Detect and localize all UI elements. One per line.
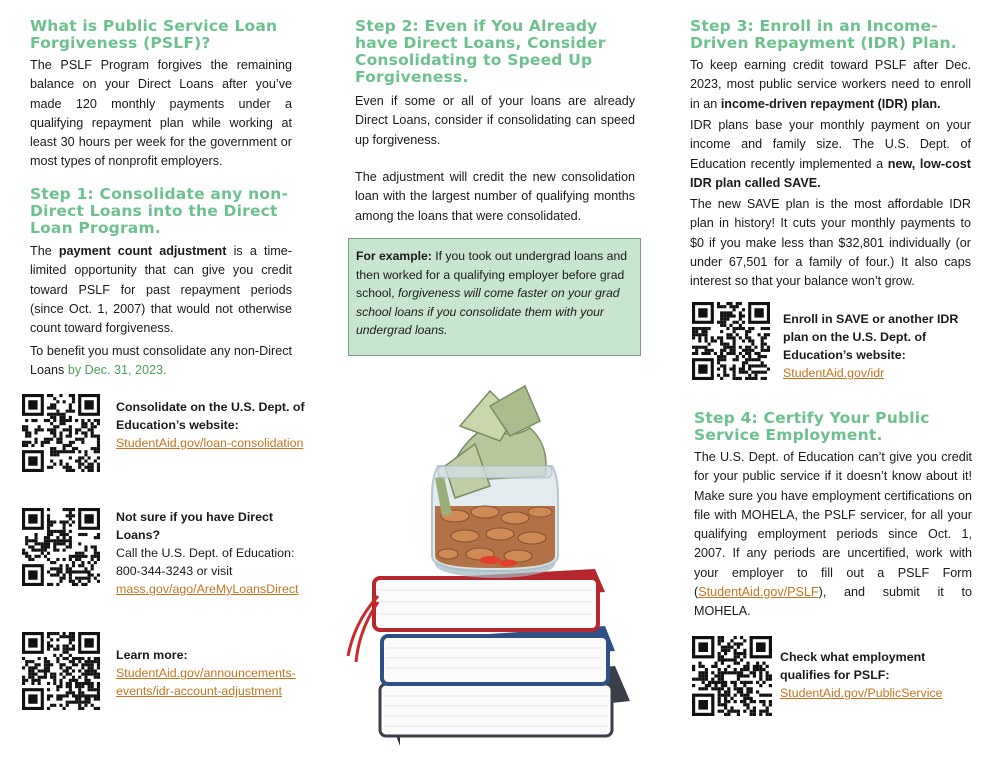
intro-text: The PSLF Program forgives the remaining balance on your Direct Loans after you’ve made 120 monthly payments under a qualifying repayment plan while working at least 30 hours per week for the government or most types of nonprofit employers. bbox=[30, 58, 292, 169]
qr-row-consolidate bbox=[22, 394, 312, 476]
qr-code-icon[interactable] bbox=[22, 632, 100, 710]
qr-code-icon[interactable] bbox=[692, 636, 772, 716]
step4-paragraph: The U.S. Dept. of Education can’t give you credit for your public service if it doesn’t know about it! Make sure you have employment certifications on file with MOHELA, the PSLF servicer, for all your qualifying employment periods since Oct. 1, 2007. If any periods are uncertified, work with your employer to fill out a PSLF Form (StudentAid.gov/PSLF), and submit it to MOHELA. bbox=[694, 450, 972, 619]
are-my-loans-direct-link[interactable]: mass.gov/ago/AreMyLoansDirect bbox=[116, 582, 299, 596]
step1-heading: Step 1: Consolidate any non-Direct Loans into the Direct Loan Program. bbox=[30, 185, 289, 237]
step3-heading: Step 3: Enroll in an Income-Driven Repayment (IDR) Plan. bbox=[690, 17, 957, 52]
qr-code-icon[interactable] bbox=[692, 302, 770, 380]
qr-row-enroll-idr bbox=[692, 302, 972, 384]
public-service-link[interactable]: StudentAid.gov/PublicService bbox=[780, 686, 943, 700]
qr-caption: Consolidate on the U.S. Dept. of Education’s website: bbox=[116, 400, 305, 432]
qr-code-icon[interactable] bbox=[22, 508, 100, 586]
qr-caption: Check what employment qualifies for PSLF: bbox=[780, 650, 926, 682]
step2-paragraph-1: Even if some or all of your loans are already Direct Loans, consider if consolidating can speed up forgiveness. bbox=[355, 94, 635, 147]
qr-row-learn-more bbox=[22, 632, 312, 714]
consolidation-link[interactable]: StudentAid.gov/loan-consolidation bbox=[116, 436, 304, 450]
money-jar-on-books-image bbox=[340, 366, 640, 756]
step2-paragraph-2: The adjustment will credit the new consolidation loan with the largest number of qualifying months among the loans that were consolidated. bbox=[355, 170, 635, 223]
step4-heading: Step 4: Certify Your Public Service Employment. bbox=[694, 409, 930, 444]
step1-paragraph-2: To benefit you must consolidate any non-Direct Loans by Dec. 31, 2023. bbox=[30, 344, 292, 378]
pslf-form-link[interactable]: StudentAid.gov/PSLF bbox=[698, 585, 819, 600]
qr-row-check-employment bbox=[692, 636, 972, 718]
example-box: For example: If you took out undergrad loans and then worked for a qualifying employer before grad school, forgiveness will come faster on your grad school loans if you consolidate them with your undergrad loans. bbox=[348, 238, 641, 356]
step3-paragraph-2: IDR plans base your monthly payment on your income and family size. The U.S. Dept. of Education recently implemented a new, low-cost IDR plan called SAVE. bbox=[690, 118, 971, 190]
qr-caption: Not sure if you have Direct Loans? bbox=[116, 510, 273, 542]
qr-code-icon[interactable] bbox=[22, 394, 100, 472]
idr-link[interactable]: StudentAid.gov/idr bbox=[783, 366, 885, 380]
qr-caption: Learn more: bbox=[116, 648, 188, 662]
step3-paragraph-3: The new SAVE plan is the most affordable IDR plan in history! It cuts your monthly payments to $0 if you make less than $32,801 individually (or under 67,501 for a family of four.) It also caps interest so that your balance won’t grow. bbox=[690, 197, 971, 289]
qr-row-direct-loans bbox=[22, 508, 312, 596]
step1-paragraph-1: The payment count adjustment is a time-limited opportunity that can give you credit toward PSLF for past repayment periods (since Oct. 1, 2007) that would not otherwise count toward forgiveness. bbox=[30, 244, 292, 336]
qr-caption: Enroll in SAVE or another IDR plan on the U.S. Dept. of Education’s website: bbox=[783, 312, 959, 362]
qr-text: Call the U.S. Dept. of Education: 800-344-3243 or visit bbox=[116, 546, 295, 578]
step3-paragraph-1: To keep earning credit toward PSLF after Dec. 2023, most public service workers need to enroll in an income-driven repayment (IDR) plan. bbox=[690, 58, 971, 111]
intro-heading: What is Public Service Loan Forgiveness (PSLF)? bbox=[30, 17, 278, 52]
step2-heading: Step 2: Even if You Already have Direct Loans, Consider Consolidating to Speed Up Forgiveness. bbox=[355, 17, 606, 86]
idr-adjustment-link[interactable]: StudentAid.gov/announcements-events/idr-account-adjustment bbox=[116, 666, 296, 698]
